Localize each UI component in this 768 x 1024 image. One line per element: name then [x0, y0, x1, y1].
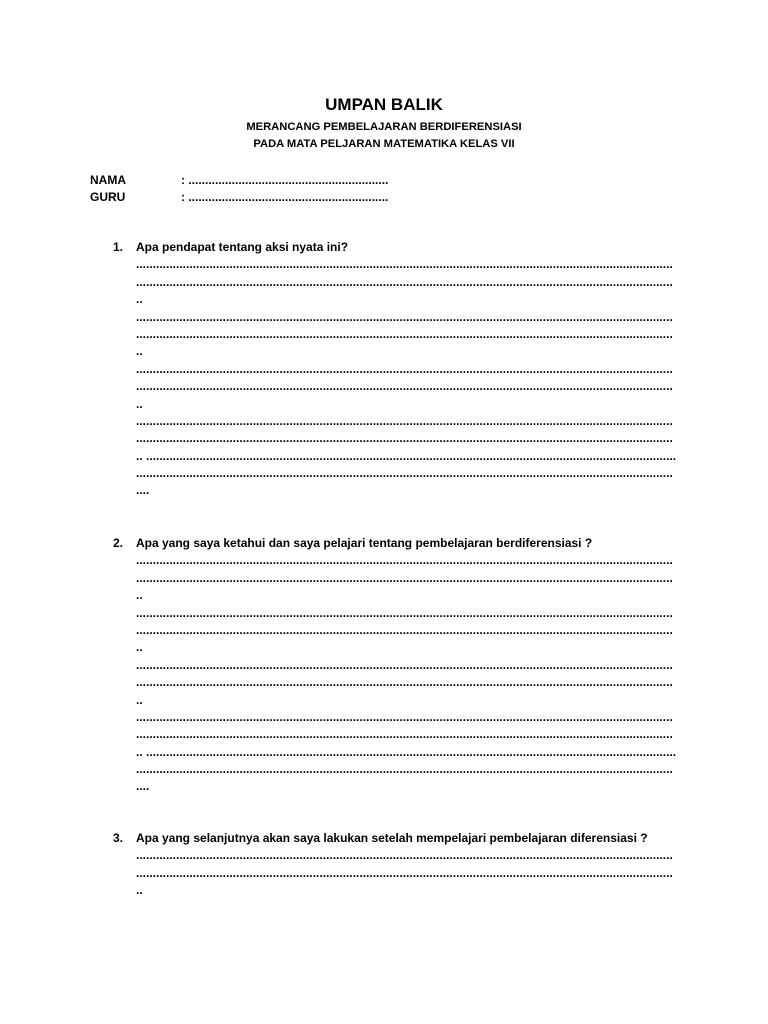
question-text: Apa yang selanjutnya akan saya lakukan setelah mempelajari pembelajaran diferensiasi ? [136, 831, 648, 845]
answer-dotted-line: ................................................................................................................................................................. [136, 570, 673, 585]
answer-dotted-line: .. [136, 344, 143, 359]
document-title: UMPAN BALIK [325, 95, 443, 114]
question-heading [113, 535, 676, 552]
answer-dotted-line: ................................................................................................................................................................. [136, 848, 673, 863]
answer-area [113, 256, 676, 499]
answer-dotted-line: ................................................................................................................................................................. [136, 379, 673, 394]
answer-dotted-line: .... [136, 483, 150, 498]
answer-dotted-line: ................................................................................................................................................................. [136, 605, 673, 620]
answer-dotted-line: ................................................................................................................................................................. [136, 466, 673, 481]
answer-dotted-line: .. ............................................................................................................................................................... [136, 744, 677, 759]
answer-dotted-line: .. [136, 692, 143, 707]
answer-dotted-line: ................................................................................................................................................................. [136, 413, 673, 428]
question-2 [113, 535, 676, 796]
answer-dotted-line: ................................................................................................................................................................. [136, 553, 673, 568]
question-text: Apa pendapat tentang aksi nyata ini? [136, 240, 349, 254]
answer-dotted-line: ................................................................................................................................................................. [136, 361, 673, 376]
answer-dotted-line: ................................................................................................................................................................. [136, 762, 673, 777]
answer-dotted-line: ................................................................................................................................................................. [136, 622, 673, 637]
answer-dotted-line: ................................................................................................................................................................. [136, 309, 673, 324]
answer-dotted-line: ................................................................................................................................................................. [136, 257, 673, 272]
teacher-field [90, 189, 388, 206]
answer-dotted-line: .. [136, 588, 143, 603]
question-number: 1. [113, 240, 124, 254]
answer-dotted-line: .. [136, 292, 143, 307]
answer-area [113, 552, 676, 795]
question-1 [113, 239, 676, 500]
document-subtitle-line-1: MERANCANG PEMBELAJARAN BERDIFERENSIASI [246, 120, 522, 133]
answer-dotted-line: ................................................................................................................................................................. [136, 274, 673, 289]
answer-dotted-line: ................................................................................................................................................................. [136, 326, 673, 341]
answer-dotted-line: .. [136, 396, 143, 411]
question-3 [113, 830, 673, 900]
teacher-field-label: GURU [90, 189, 126, 204]
answer-dotted-line: .. [136, 883, 143, 898]
answer-dotted-line: ................................................................................................................................................................. [136, 709, 673, 724]
answer-dotted-line: .. ............................................................................................................................................................... [136, 448, 677, 463]
answer-dotted-line: ................................................................................................................................................................. [136, 727, 673, 742]
question-heading [113, 239, 676, 256]
answer-dotted-line: ................................................................................................................................................................. [136, 865, 673, 880]
question-number: 2. [113, 536, 124, 550]
answer-dotted-line: ................................................................................................................................................................. [136, 657, 673, 672]
document-subtitle-line-2: PADA MATA PELJARAN MATEMATIKA KELAS VII [253, 137, 515, 150]
question-number: 3. [113, 831, 124, 845]
name-field-label: NAMA [90, 172, 126, 187]
answer-dotted-line: ................................................................................................................................................................. [136, 675, 673, 690]
answer-dotted-line: .. [136, 640, 143, 655]
name-field-blank: : ............................................................ [181, 172, 389, 187]
question-text: Apa yang saya ketahui dan saya pelajari tentang pembelajaran berdiferensiasi ? [136, 536, 593, 550]
answer-dotted-line: .... [136, 779, 150, 794]
answer-area [113, 847, 673, 899]
name-field [90, 172, 388, 189]
answer-dotted-line: ................................................................................................................................................................. [136, 431, 673, 446]
question-heading [113, 830, 673, 847]
teacher-field-blank: : ............................................................ [181, 189, 389, 204]
